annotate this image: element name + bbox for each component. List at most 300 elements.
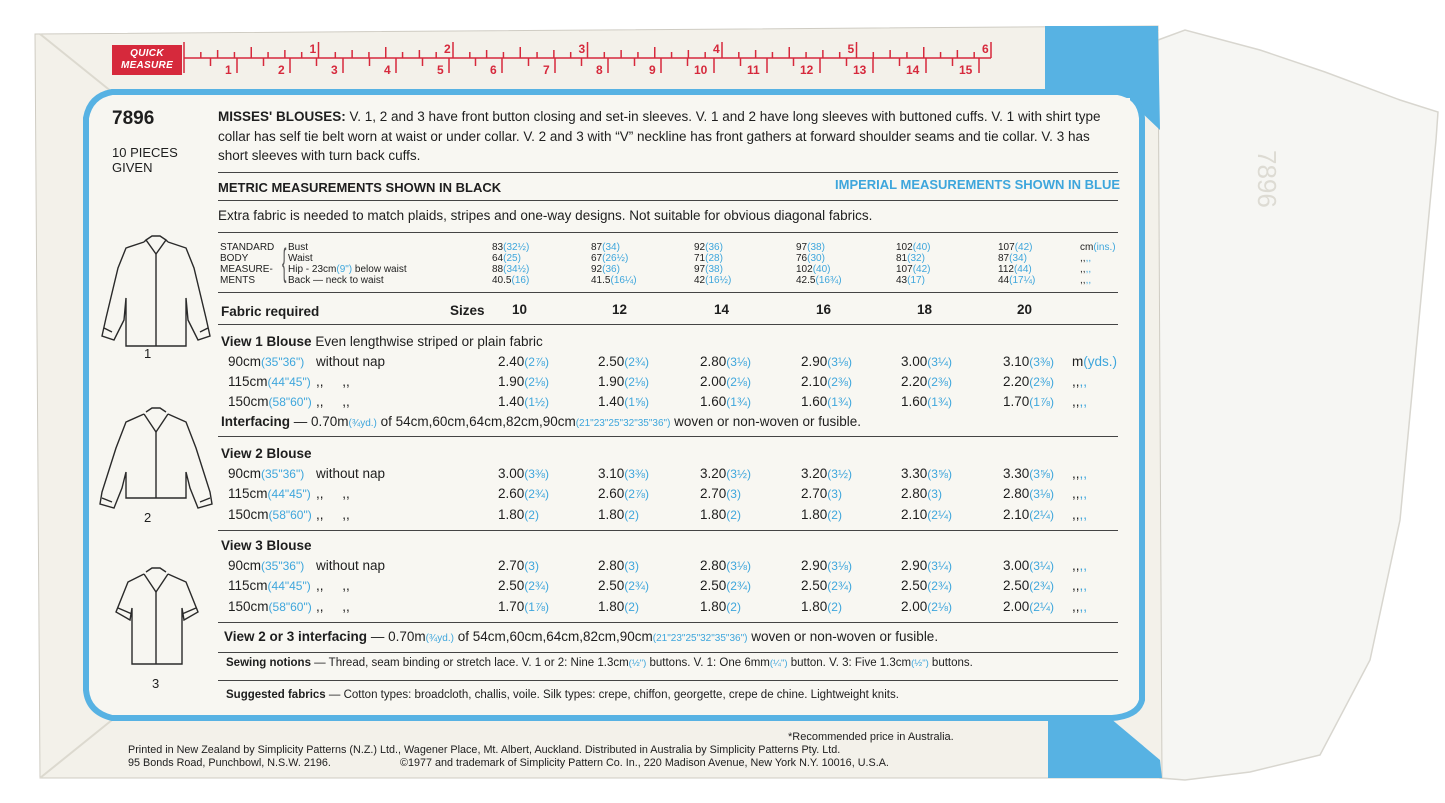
blouse-view-1-illustration (102, 236, 210, 346)
printed-in-line: Printed in New Zealand by Simplicity Patterns (N.Z.) Ltd., Wagener Place, Mt. Albert, Auckland. Distributed in Australia by Simplicity Patterns Pty. Ltd. (128, 744, 841, 756)
yardage-imperial: (2¾) (624, 579, 649, 593)
interfacing23-type: woven or non-woven or fusible. (747, 629, 939, 644)
yardage-value (901, 578, 952, 593)
body-value (896, 242, 931, 253)
yardage-value (901, 486, 942, 501)
yardage-value (801, 486, 842, 501)
yardage-value (901, 374, 952, 389)
yardage-imperial: (3⅝) (927, 467, 952, 481)
yardage-metric: 2.80 (901, 486, 928, 501)
yardage-imperial: (2⅛) (624, 375, 649, 389)
width-metric: 150cm (228, 507, 269, 522)
notions-label: Sewing notions (226, 657, 311, 669)
yardage-imperial-number: 2 (730, 600, 737, 614)
imperial-value: (17¼) (1009, 275, 1036, 286)
imperial-header: IMPERIAL MEASUREMENTS SHOWN IN BLUE (835, 177, 1121, 192)
body-value (896, 264, 931, 275)
width-imperial: (35"36") (261, 467, 305, 481)
blouse-view-3-illustration (116, 568, 198, 664)
cm-label: 7 (543, 63, 550, 76)
yardage-imperial: (1⅝) (624, 395, 649, 409)
yardage-imperial: (1¾) (726, 395, 751, 409)
view23-interfacing (224, 629, 938, 644)
imperial-number: 42 (1018, 242, 1030, 253)
view-label-1: 1 (144, 346, 152, 361)
yardage-imperial-number: 2⅛ (528, 375, 545, 389)
body-value (998, 264, 1032, 275)
unit-imperial: ,, (1079, 558, 1088, 573)
yardage-value (901, 558, 952, 573)
imperial-value: (34) (602, 242, 620, 253)
notions-text-c: buttons. V. 1: One 6mm (646, 657, 770, 669)
body-value (492, 242, 529, 253)
yardage-metric: 1.60 (901, 394, 928, 409)
notions-text-e: button. V. 3: Five 1.3cm (787, 657, 912, 669)
body-label: MENTS (220, 275, 255, 286)
section-title-view-2 (221, 446, 312, 461)
body-unit (1080, 253, 1091, 264)
logo-measure: MEASURE (120, 60, 174, 71)
imperial-number: 40 (816, 264, 828, 275)
yardage-value (598, 466, 649, 481)
yardage-value (598, 599, 639, 614)
yardage-metric: 2.50 (598, 578, 625, 593)
metric-value: 42.5 (796, 275, 816, 286)
yardage-metric: 1.80 (801, 599, 828, 614)
imperial-value: (34½) (503, 264, 530, 275)
unit-metric: ,, (1072, 486, 1080, 501)
unit-metric: ,, (1072, 374, 1080, 389)
yardage-imperial-number: 3⅛ (730, 355, 747, 369)
imperial-number: 32½ (506, 242, 526, 253)
pattern-number: 7896 (112, 108, 155, 129)
imperial-value: (36) (602, 264, 620, 275)
metric-value: 64 (492, 253, 504, 264)
yardage-value (700, 354, 751, 369)
cm-label: 8 (596, 63, 603, 76)
yardage-imperial-number: 1⅞ (1033, 395, 1050, 409)
yardage-metric: 2.50 (901, 578, 928, 593)
yardage-value (801, 578, 852, 593)
yardage-value (1003, 558, 1054, 573)
body-value (796, 264, 831, 275)
nap-label: without nap (316, 354, 386, 369)
yardage-metric: 1.80 (498, 507, 525, 522)
yardage-imperial: (1¾) (927, 395, 952, 409)
metric-value: 67 (591, 253, 603, 264)
yardage-imperial: (3½) (726, 467, 751, 481)
yardage-imperial-number: 2¾ (831, 579, 848, 593)
yardage-metric: 2.90 (801, 354, 828, 369)
imperial-number: 34 (605, 242, 617, 253)
cm-label: 2 (278, 63, 285, 76)
hip-label: Hip - 23cm (288, 264, 337, 275)
view1-interfacing (221, 414, 861, 429)
yardage-imperial: (3¼) (927, 559, 952, 573)
size-16: 16 (816, 302, 832, 317)
yardage-imperial: (3⅛) (827, 355, 852, 369)
yardage-value (901, 599, 952, 614)
yardage-imperial-number: 2¾ (528, 487, 545, 501)
metric-value: 97 (796, 242, 808, 253)
unit-metric: ,, (1080, 264, 1086, 275)
unit-imperial: ,, (1079, 578, 1088, 593)
notions-imperial-b: (½") (628, 658, 647, 669)
logo-quick: QUICK (130, 48, 164, 59)
width-imperial: (35"36") (261, 559, 305, 573)
width-metric: 150cm (228, 599, 269, 614)
suggested-fabrics (226, 689, 899, 701)
yardage-value (1003, 466, 1054, 481)
hip-label-imperial: (9") (336, 264, 353, 275)
view-illustrations (96, 228, 216, 688)
imperial-value: (38) (807, 242, 825, 253)
yardage-value (801, 394, 852, 409)
yardage-value (1003, 599, 1054, 614)
metric-value: 107 (998, 242, 1015, 253)
yardage-value (498, 599, 549, 614)
unit-imperial: ,, (1079, 599, 1088, 614)
yardage-value (498, 354, 549, 369)
yardage-imperial-number: 1⅝ (628, 395, 645, 409)
pieces-given (112, 145, 178, 175)
metric-value: 71 (694, 253, 706, 264)
unit-imperial: ,, (1079, 507, 1088, 522)
interfacing23-amount: — 0.70m (367, 629, 426, 644)
yardage-value (801, 507, 842, 522)
unit-imperial: ,, (1079, 486, 1088, 501)
imperial-number: 17 (910, 275, 922, 286)
metric-value: 92 (694, 242, 706, 253)
yardage-imperial-number: 3⅛ (831, 355, 848, 369)
yardage-imperial-number: 2⅜ (1033, 375, 1050, 389)
yardage-metric: 1.90 (598, 374, 625, 389)
size-18: 18 (917, 302, 933, 317)
imperial-value: (42) (1014, 242, 1033, 253)
inch-label: 1 (309, 42, 317, 56)
yardage-imperial: (2) (827, 508, 842, 522)
inch-label: 2 (444, 42, 451, 56)
blouse-label: Blouse (266, 446, 312, 461)
width-imperial: (44"45") (267, 579, 311, 593)
yardage-metric: 1.80 (700, 507, 727, 522)
yardage-value (700, 486, 741, 501)
metric-value: 83 (492, 242, 504, 253)
imperial-value: (40) (812, 264, 831, 275)
metric-value: 97 (694, 264, 706, 275)
metric-value: 92 (591, 264, 603, 275)
yardage-metric: 1.90 (498, 374, 525, 389)
divider (218, 172, 1118, 173)
yardage-value (700, 578, 751, 593)
yardage-imperial: (3⅜) (1029, 355, 1054, 369)
metric-value: 102 (796, 264, 813, 275)
yardage-unit (1072, 374, 1087, 389)
yardage-imperial-number: 2¾ (730, 579, 747, 593)
cm-label: 9 (649, 63, 656, 76)
nap-label: ,, ,, (316, 394, 350, 409)
divider (218, 530, 1118, 531)
divider (218, 622, 1118, 623)
yardage-value (598, 507, 639, 522)
interfacing-label: Interfacing (221, 414, 291, 429)
yardage-metric: 2.40 (498, 354, 525, 369)
nap-label: ,, ,, (316, 578, 350, 593)
yardage-unit (1072, 486, 1087, 501)
imperial-number: 16¾ (818, 275, 839, 286)
yardage-imperial: (3) (524, 559, 539, 573)
fabric-width (228, 374, 311, 389)
body-value (796, 253, 825, 264)
interfacing-amount-imperial: (¾yd.) (348, 418, 377, 429)
unit-imperial: (ins.) (1093, 242, 1116, 253)
yardage-value (801, 466, 852, 481)
yardage-unit (1072, 394, 1087, 409)
body-value (694, 275, 731, 286)
imperial-value: (34) (1009, 253, 1027, 264)
yardage-imperial-number: 2⅜ (831, 375, 848, 389)
yardage-metric: 2.10 (801, 374, 828, 389)
width-imperial: (58"60") (268, 508, 312, 522)
yardage-value (901, 394, 952, 409)
unit-metric: ,, (1072, 599, 1080, 614)
imperial-number: 36 (605, 264, 617, 275)
yardage-imperial: (2) (524, 508, 539, 522)
yardage-imperial: (3⅛) (726, 355, 751, 369)
view-label-2: 2 (144, 510, 152, 525)
yardage-metric: 2.10 (901, 507, 928, 522)
yardage-metric: 1.40 (498, 394, 525, 409)
yardage-metric: 1.80 (801, 507, 828, 522)
yardage-imperial: (2⅜) (1029, 375, 1054, 389)
yardage-imperial-number: 2⅞ (628, 487, 645, 501)
body-row-label: Waist (288, 253, 313, 264)
yardage-metric: 2.80 (1003, 486, 1030, 501)
view-label-3: 3 (152, 676, 160, 691)
yardage-metric: 3.00 (498, 466, 525, 481)
yardage-metric: 2.70 (498, 558, 525, 573)
imperial-value: (38) (705, 264, 723, 275)
body-value (998, 242, 1033, 253)
metric-value: 87 (998, 253, 1010, 264)
imperial-value: (36) (705, 242, 723, 253)
imperial-number: 34½ (506, 264, 526, 275)
width-imperial: (44"45") (267, 487, 311, 501)
body-value (591, 242, 620, 253)
yardage-imperial: (2¼) (1029, 600, 1054, 614)
yardage-imperial-number: 3⅛ (730, 559, 747, 573)
interfacing-widths-imperial: (21"23"25"32"35"36") (575, 418, 671, 429)
body-value (796, 242, 825, 253)
yardage-value (801, 558, 852, 573)
unit-metric: ,, (1072, 466, 1080, 481)
yardage-metric: 3.20 (700, 466, 727, 481)
fabric-width (228, 394, 312, 409)
interfacing23-label: View 2 or 3 interfacing (224, 629, 368, 644)
section-title-view-1 (221, 334, 543, 349)
yardage-imperial-number: 1¾ (831, 395, 848, 409)
inch-label: 5 (847, 42, 855, 56)
suggested-label: Suggested fabrics (226, 689, 326, 701)
width-imperial: (58"60") (268, 600, 312, 614)
notions-imperial-d: (¼") (769, 658, 788, 669)
unit-metric: cm (1080, 242, 1094, 253)
imperial-number: 16¼ (613, 275, 634, 286)
metric-value: 107 (896, 264, 913, 275)
yardage-metric: 3.10 (598, 466, 625, 481)
nap-label: ,, ,, (316, 599, 350, 614)
imperial-number: 40 (916, 242, 928, 253)
body-value (896, 275, 925, 286)
yardage-value (498, 394, 549, 409)
cm-label: 15 (959, 63, 973, 76)
yardage-metric: 2.50 (498, 578, 525, 593)
unit-metric: ,, (1080, 253, 1086, 264)
yardage-imperial: (3) (624, 559, 639, 573)
unit-imperial: ,, (1079, 394, 1088, 409)
cm-label: 1 (225, 63, 232, 76)
yardage-unit (1072, 354, 1117, 369)
yardage-metric: 2.90 (901, 558, 928, 573)
yardage-value (498, 507, 539, 522)
width-metric: 90cm (228, 558, 262, 573)
yardage-imperial: (1⅞) (1029, 395, 1054, 409)
yardage-imperial-number: 2¾ (528, 579, 545, 593)
width-imperial: (44"45") (267, 375, 311, 389)
metric-value: 88 (492, 264, 504, 275)
yardage-imperial: (2⅛) (927, 600, 952, 614)
pieces-line2: GIVEN (112, 160, 153, 175)
imperial-value: (44) (1013, 264, 1032, 275)
body-label: BODY (220, 253, 249, 264)
yardage-value (901, 354, 952, 369)
fabric-required-label: Fabric required (221, 304, 320, 319)
metric-value: 112 (998, 264, 1014, 275)
yardage-value (498, 466, 549, 481)
fabric-width (228, 578, 311, 593)
yardage-imperial-number: 3⅛ (1033, 487, 1050, 501)
metric-value: 87 (591, 242, 603, 253)
yardage-imperial-number: 2¾ (628, 355, 645, 369)
yardage-value (801, 354, 852, 369)
yardage-imperial: (3⅝) (1029, 467, 1054, 481)
yardage-imperial: (2) (624, 600, 639, 614)
body-row-label (288, 264, 407, 275)
yardage-value (1003, 354, 1054, 369)
yardage-imperial: (3⅜) (624, 467, 649, 481)
yardage-metric: 3.10 (1003, 354, 1030, 369)
yardage-imperial: (2¾) (524, 579, 549, 593)
yardage-metric: 2.70 (700, 486, 727, 501)
yardage-imperial: (3¼) (1029, 559, 1054, 573)
imperial-value: (16½) (705, 275, 732, 286)
nap-label: ,, ,, (316, 486, 350, 501)
divider (218, 292, 1118, 293)
body-row-label: Bust (288, 242, 309, 253)
yardage-metric: 2.20 (1003, 374, 1030, 389)
imperial-value: (32) (907, 253, 925, 264)
body-value (694, 253, 723, 264)
unit-imperial: ,, (1079, 466, 1088, 481)
yardage-value (498, 578, 549, 593)
imperial-number: 36 (708, 242, 720, 253)
address-line: 95 Bonds Road, Punchbowl, N.S.W. 2196. (128, 757, 331, 769)
yardage-imperial-number: 1¾ (931, 395, 948, 409)
yardage-metric: 2.50 (700, 578, 727, 593)
yardage-imperial: (2¾) (726, 579, 751, 593)
yardage-imperial: (2¾) (1029, 579, 1054, 593)
yardage-imperial-number: 2 (831, 600, 838, 614)
yardage-metric: 2.10 (1003, 507, 1030, 522)
yardage-metric: 2.00 (901, 599, 928, 614)
body-value (998, 253, 1027, 264)
yardage-imperial: (2) (827, 600, 842, 614)
yardage-metric: 1.80 (598, 599, 625, 614)
unit-metric: ,, (1072, 507, 1080, 522)
body-value (492, 264, 529, 275)
yardage-imperial-number: 2¼ (1033, 600, 1050, 614)
size-10: 10 (512, 302, 528, 317)
yardage-imperial-number: 2 (628, 508, 635, 522)
body-value (591, 253, 628, 264)
cm-label: 10 (694, 63, 708, 76)
width-imperial: (58"60") (268, 395, 312, 409)
unit-imperial: ,, (1085, 275, 1092, 286)
cm-label: 11 (747, 63, 760, 76)
body-unit (1080, 275, 1091, 286)
fabric-width (228, 558, 304, 573)
yardage-imperial: (3⅛) (1029, 487, 1054, 501)
extra-fabric-note: Extra fabric is needed to match plaids, stripes and one-way designs. Not suitable for obvious diagonal fabrics. (218, 208, 873, 223)
yardage-unit (1072, 558, 1087, 573)
yardage-imperial: (2¼) (927, 508, 952, 522)
metric-value: 81 (896, 253, 908, 264)
cm-label: 6 (490, 63, 497, 76)
inch-label: 6 (982, 42, 989, 56)
yardage-value (1003, 394, 1054, 409)
yardage-imperial: (3) (927, 487, 942, 501)
interfacing-widths: of 54cm,60cm,64cm,82cm,90cm (376, 414, 576, 429)
yardage-imperial-number: 1⅞ (528, 600, 545, 614)
yardage-value (498, 486, 549, 501)
interfacing23-amount-imperial: (¾yd.) (425, 633, 454, 644)
yardage-value (598, 354, 649, 369)
imperial-number: 38 (708, 264, 720, 275)
unit-imperial: ,, (1085, 264, 1092, 275)
nap-label: without nap (316, 558, 386, 573)
unit-imperial: ,, (1079, 374, 1088, 389)
yardage-metric: 2.80 (598, 558, 625, 573)
yardage-imperial: (3¼) (927, 355, 952, 369)
yardage-imperial-number: 2⅞ (528, 355, 545, 369)
yardage-metric: 2.60 (498, 486, 525, 501)
yardage-unit (1072, 507, 1087, 522)
yardage-imperial: (3) (726, 487, 741, 501)
metric-value: 102 (896, 242, 913, 253)
divider (218, 200, 1118, 201)
yardage-unit (1072, 578, 1087, 593)
yardage-imperial-number: 3 (628, 559, 635, 573)
metric-value: 76 (796, 253, 808, 264)
yardage-imperial-number: 3⅛ (831, 559, 848, 573)
yardage-metric: 2.50 (801, 578, 828, 593)
imperial-value: (32½) (503, 242, 530, 253)
yardage-imperial: (2) (726, 508, 741, 522)
yardage-imperial: (2⅞) (624, 487, 649, 501)
yardage-metric: 3.00 (901, 354, 928, 369)
yardage-metric: 2.60 (598, 486, 625, 501)
notions-imperial-f: (½") (911, 658, 929, 669)
